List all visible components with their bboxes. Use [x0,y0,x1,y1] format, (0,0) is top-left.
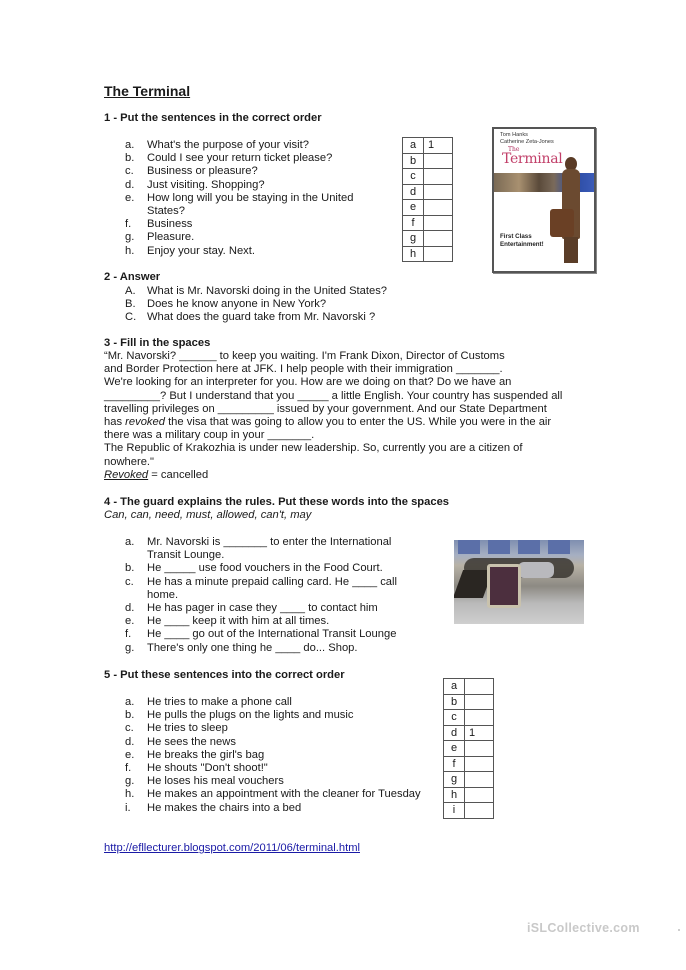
list-item: g. There's only one thing he ____ do... Shop. [125,641,358,654]
list-item: d. Just visiting. Shopping? [125,178,265,191]
list-item: a. Mr. Navorski is _______ to enter the International Transit Lounge. [125,536,392,562]
answer-cell[interactable] [465,679,494,695]
section-4-list [125,536,425,655]
list-item: b. He pulls the plugs on the lights and music [125,709,354,722]
dvd-title: Terminal [502,151,563,167]
table-row: a 1 [403,138,453,154]
word-bank: Can, can, need, must, allowed, can't, may [104,509,312,521]
suitcase-illustration [550,209,574,237]
list-item: C. What does the guard take from Mr. Navorski ? [125,311,376,324]
answer-cell[interactable] [424,200,453,216]
section-5-heading: 5 - Put these sentences into the correct order [104,669,345,681]
list-item: f. He ____ go out of the International Transit Lounge [125,628,397,641]
answer-cell[interactable] [424,246,453,262]
table-row: c [444,710,494,726]
list-item: f. Business [125,218,193,231]
table-row: h [403,246,453,262]
table-row: d [403,184,453,200]
watermark-text: iSLCollective.com [527,921,640,935]
watermark-dot [678,929,680,931]
section-4-heading: 4 - The guard explains the rules. Put these words into the spaces [104,496,450,508]
answer-cell[interactable] [465,803,494,819]
table-row: d 1 [444,725,494,741]
list-item: a. What's the purpose of your visit? [125,139,309,151]
table-row: c [403,169,453,185]
section-3-passage: “Mr. Navorski? ______ to keep you waiting. I'm Frank Dixon, Director of Customs and Border Protection here at JFK. I help people with their immigration _______. We're looking for an interpreter for you. How are we doing on that? Do we have an _________? But I understand that you _____ a little English. Your country has suspended all travelling privileges on _________ issued by your government. And our State Department has revoked the visa that was going to allow you to enter the US. While you were in the air there was a military coup in your _______. The Republic of Krakozhia is under new leadership. So, currently you are a citizen of nowhere." Revoked = cancelled [104,350,563,481]
table-row: e [444,741,494,757]
table-row: g [444,772,494,788]
source-link[interactable]: http://efllecturer.blogspot.com/2011/06/terminal.html [104,842,360,854]
table-row: a [444,679,494,695]
section-2-list [125,285,455,325]
list-item: e. He ____ keep it with him at all times. [125,615,330,628]
answer-cell[interactable] [465,741,494,757]
section-1-heading: 1 - Put the sentences in the correct order [104,112,322,124]
airport-sleeping-photo [454,540,584,624]
answer-cell[interactable]: 1 [465,725,494,741]
list-item: b. He _____ use food vouchers in the Food Court. [125,562,383,575]
answer-cell[interactable] [465,787,494,803]
answer-cell[interactable] [424,153,453,169]
section-1-list [125,139,375,258]
list-item: h. He makes an appointment with the cleaner for Tuesday [125,788,421,801]
table-row: b [403,153,453,169]
list-item: B. Does he know anyone in New York? [125,298,327,311]
answer-cell[interactable] [465,694,494,710]
answer-cell[interactable] [465,756,494,772]
table-row: h [444,787,494,803]
table-row: f [403,215,453,231]
list-item: e. How long will you be staying in the United States? [125,191,354,218]
answer-cell[interactable] [465,710,494,726]
table-row: b [444,694,494,710]
list-item: f. He shouts "Don't shoot!" [125,762,268,775]
section-5-list [125,696,445,815]
worksheet-title: The Terminal [104,83,191,99]
section-3-heading: 3 - Fill in the spaces [104,337,211,349]
answer-cell[interactable] [424,184,453,200]
section-1-answer-table [402,137,453,262]
answer-cell[interactable] [424,169,453,185]
list-item: b. Could I see your return ticket please? [125,152,333,165]
answer-cell[interactable]: 1 [424,138,453,154]
answer-cell[interactable] [424,215,453,231]
list-item: i. He makes the chairs into a bed [125,801,302,814]
list-item: d. He sees the news [125,735,236,748]
list-item: A. What is Mr. Navorski doing in the United States? [125,285,388,297]
answer-cell[interactable] [465,772,494,788]
dvd-cast: Tom Hanks Catherine Zeta-Jones [500,132,554,145]
list-item: e. He breaks the girl's bag [125,748,265,761]
list-item: g. He loses his meal vouchers [125,775,284,788]
section-5-answer-table [443,678,494,819]
list-item: c. He tries to sleep [125,722,228,735]
list-item: a. He tries to make a phone call [125,696,292,708]
table-row: i [444,803,494,819]
dvd-tagline: First Class Entertainment! [500,233,544,248]
dvd-cover-image: Tom Hanks Catherine Zeta-Jones The Terminal First Class Entertainment! [492,127,596,273]
table-row: e [403,200,453,216]
list-item: h. Enjoy your stay. Next. [125,244,255,257]
answer-cell[interactable] [424,231,453,247]
section-2-heading: 2 - Answer [104,271,161,283]
list-item: c. He has a minute prepaid calling card. He ____ call home. [125,575,397,601]
list-item: c. Business or pleasure? [125,165,258,178]
table-row: f [444,756,494,772]
list-item: g. Pleasure. [125,231,195,244]
table-row: g [403,231,453,247]
list-item: d. He has pager in case they ____ to contact him [125,602,378,615]
